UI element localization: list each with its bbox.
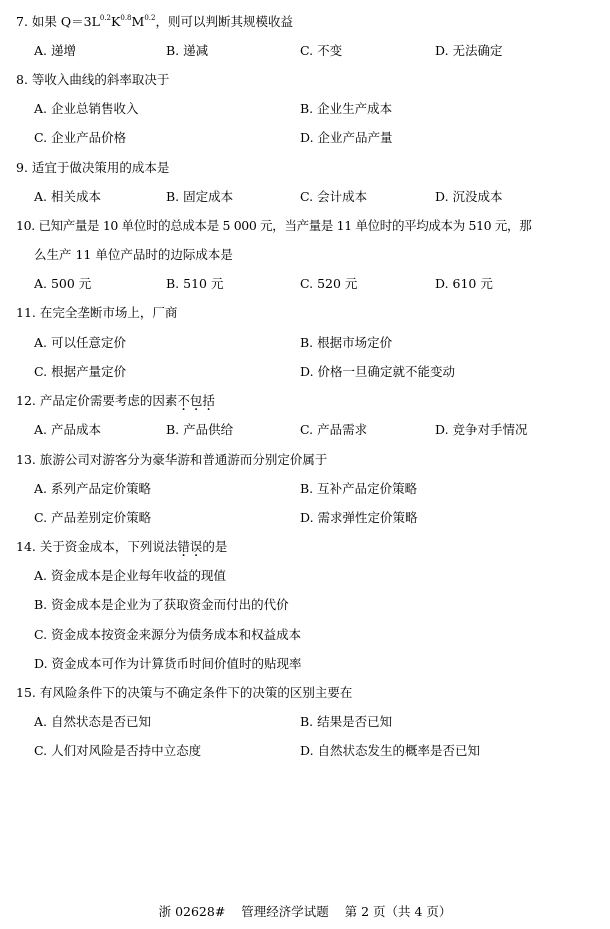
q13-option-b: B. 互补产品定价策略 [300, 481, 418, 496]
q12-option-d: D. 竞争对手情况 [435, 422, 528, 437]
emphasis-char: 包 [189, 393, 203, 408]
q8-option-c: C. 企业产品价格 [34, 130, 127, 145]
q10-option-b: B. 510 元 [166, 276, 224, 291]
q8-option-d: D. 企业产品产量 [300, 130, 393, 145]
question-7-prefix: 7. 如果 Q＝3L [16, 14, 100, 29]
q13-option-a: A. 系列产品定价策略 [34, 481, 151, 496]
q10-option-a: A. 500 元 [34, 276, 92, 291]
q15-option-b: B. 结果是否已知 [300, 714, 393, 729]
question-12-prefix: 12. 产品定价需要考虑的因素 [16, 393, 178, 408]
question-8: 8. 等收入曲线的斜率取决于 [16, 72, 170, 87]
exponent-k: 0.8 [120, 14, 132, 22]
q11-option-b: B. 根据市场定价 [300, 335, 393, 350]
emphasis-char: 不 [177, 393, 190, 408]
question-15: 15. 有风险条件下的决策与不确定条件下的决策的区别主要在 [16, 685, 353, 700]
question-14-suffix: 的是 [202, 539, 228, 554]
exponent-m: 0.2 [144, 14, 156, 22]
q11-option-a: A. 可以任意定价 [34, 335, 126, 350]
q15-option-d: D. 自然状态发生的概率是否已知 [300, 743, 481, 758]
q15-option-a: A. 自然状态是否已知 [34, 714, 151, 729]
q12-option-c: C. 产品需求 [300, 422, 368, 437]
q9-option-c: C. 会计成本 [300, 189, 368, 204]
q7-option-b: B. 递减 [166, 43, 209, 58]
symbol-m: M [131, 14, 145, 29]
q14-option-d: D. 资金成本可作为计算货币时间价值时的贴现率 [34, 656, 302, 671]
question-10-line-2: 么生产 11 单位产品时的边际成本是 [34, 247, 233, 262]
question-10-line-1: 10. 已知产量是 10 单位时的总成本是 5 000 元，当产量是 11 单位时的平均成本为 510 元，那 [16, 218, 532, 233]
q7-option-d: D. 无法确定 [435, 43, 503, 58]
exponent-l: 0.2 [99, 14, 112, 22]
q12-option-b: B. 产品供给 [166, 422, 234, 437]
q11-option-d: D. 价格一旦确定就不能变动 [300, 364, 456, 379]
question-12 [16, 391, 215, 409]
q8-option-a: A. 企业总销售收入 [34, 101, 139, 116]
question-13: 13. 旅游公司对游客分为豪华游和普通游而分别定价属于 [16, 452, 328, 467]
question-9: 9. 适宜于做决策用的成本是 [16, 160, 170, 175]
emphasis-char: 括 [202, 393, 215, 408]
q11-option-c: C. 根据产量定价 [34, 364, 127, 379]
question-14 [16, 537, 227, 555]
emphasis-char: 错 [177, 539, 190, 554]
q9-option-d: D. 沉没成本 [435, 189, 503, 204]
q9-option-a: A. 相关成本 [34, 189, 101, 204]
q7-option-a: A. 递增 [34, 43, 76, 58]
q8-option-b: B. 企业生产成本 [300, 101, 393, 116]
q12-option-a: A. 产品成本 [34, 422, 101, 437]
q10-option-c: C. 520 元 [300, 276, 358, 291]
q14-option-a: A. 资金成本是企业每年收益的现值 [34, 568, 226, 583]
q10-option-d: D. 610 元 [435, 276, 493, 291]
q13-option-d: D. 需求弹性定价策略 [300, 510, 418, 525]
question-14-prefix: 14. 关于资金成本，下列说法 [16, 539, 178, 554]
q9-option-b: B. 固定成本 [166, 189, 234, 204]
page-footer: 浙 02628# 管理经济学试题 第 2 页（共 4 页） [158, 904, 452, 919]
question-7-suffix: ，则可以判断其规模收益 [155, 14, 293, 29]
q13-option-c: C. 产品差别定价策略 [34, 510, 152, 525]
q15-option-c: C. 人们对风险是否持中立态度 [34, 743, 202, 758]
emphasis-char: 误 [189, 539, 203, 554]
q14-option-c: C. 资金成本按资金来源分为债务成本和权益成本 [34, 627, 302, 642]
q7-option-c: C. 不变 [300, 43, 343, 58]
question-7 [16, 12, 293, 30]
symbol-k: K [111, 14, 121, 29]
question-11: 11. 在完全垄断市场上，厂商 [16, 305, 178, 320]
q14-option-b: B. 资金成本是企业为了获取资金而付出的代价 [34, 597, 289, 612]
